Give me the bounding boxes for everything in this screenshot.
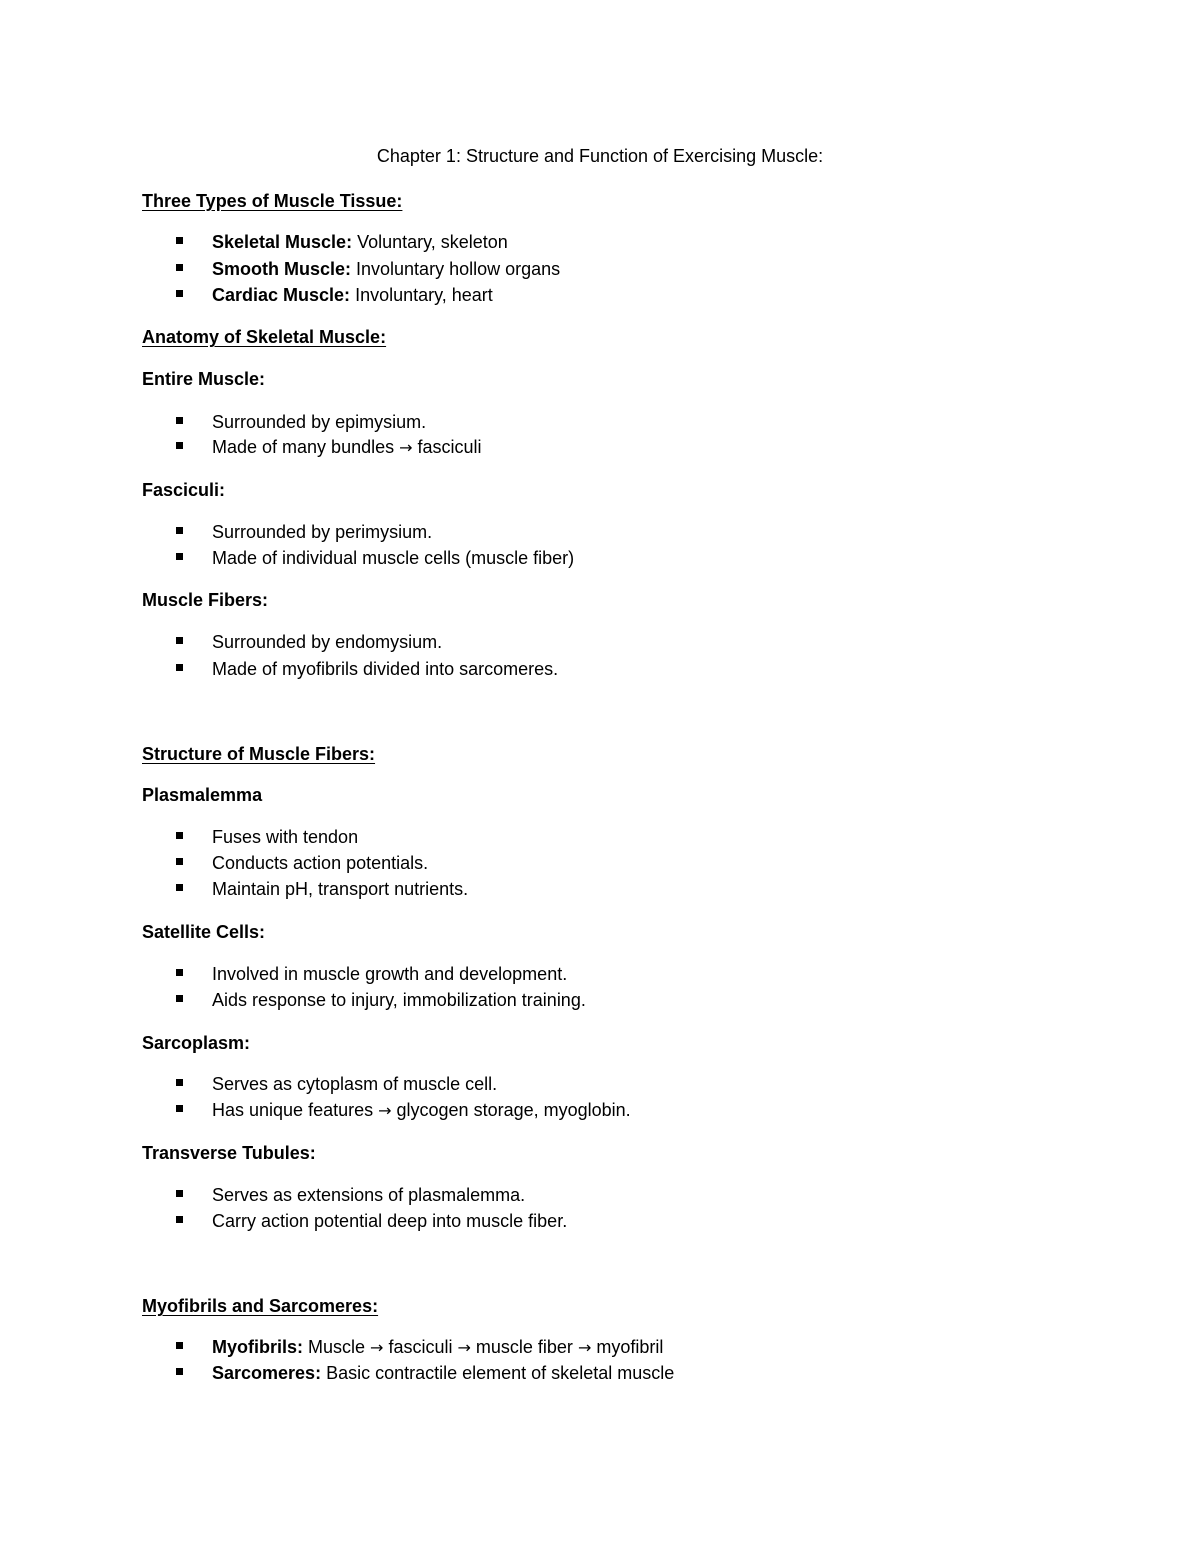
arrow-right-icon: → [378, 1101, 392, 1120]
subheading: Muscle Fibers: [142, 590, 269, 610]
bullet-icon [176, 991, 186, 1001]
list-item: Involved in muscle growth and development. [212, 964, 568, 984]
arrow-right-icon: → [577, 1338, 592, 1357]
bullet-icon [176, 260, 186, 270]
bullet-icon [176, 1101, 186, 1111]
arrow-right-icon: → [370, 1338, 384, 1357]
section-heading: Anatomy of Skeletal Muscle: [142, 327, 387, 347]
list-item: Conducts action potentials. [212, 853, 429, 873]
bullet-icon [176, 286, 186, 296]
subheading: Satellite Cells: [142, 922, 266, 942]
bullet-icon [176, 523, 186, 533]
list-item: Carry action potential deep into muscle fiber. [212, 1211, 568, 1231]
list-item: Surrounded by perimysium. [212, 522, 433, 542]
section-heading: Structure of Muscle Fibers: [142, 744, 376, 764]
list-item: Serves as cytoplasm of muscle cell. [212, 1074, 498, 1094]
bullet-icon [176, 1338, 186, 1348]
list-item: Sarcomeres: Basic contractile element of skeletal muscle [212, 1363, 675, 1383]
list-item: Aids response to injury, immobilization training. [212, 990, 586, 1010]
list-item: Made of individual muscle cells (muscle fiber) [212, 548, 575, 568]
section-heading: Three Types of Muscle Tissue: [142, 191, 403, 211]
bullet-icon [176, 1212, 186, 1222]
subheading: Fasciculi: [142, 480, 226, 500]
list-item: Maintain pH, transport nutrients. [212, 879, 469, 899]
list-item: Surrounded by endomysium. [212, 632, 443, 652]
subheading: Plasmalemma [142, 785, 263, 805]
list-item: Made of myofibrils divided into sarcomeres. [212, 659, 559, 679]
list-item: Surrounded by epimysium. [212, 412, 427, 432]
bullet-icon [176, 233, 186, 243]
list-item: Skeletal Muscle: Voluntary, skeleton [212, 232, 508, 252]
list-item: Myofibrils: Muscle → fasciculi → muscle fiber → myofibril [212, 1337, 664, 1357]
bullet-icon [176, 633, 186, 643]
list-item: Serves as extensions of plasmalemma. [212, 1185, 526, 1205]
list-item: Has unique features → glycogen storage, myoglobin. [212, 1100, 631, 1120]
list-item: Made of many bundles → fasciculi [212, 437, 482, 457]
bullet-icon [176, 854, 186, 864]
bullet-icon [176, 880, 186, 890]
bullet-icon [176, 438, 186, 448]
subheading: Entire Muscle: [142, 369, 266, 389]
bullet-icon [176, 413, 186, 423]
bullet-icon [176, 965, 186, 975]
bullet-icon [176, 549, 186, 559]
bullet-icon [176, 828, 186, 838]
list-item: Cardiac Muscle: Involuntary, heart [212, 285, 493, 305]
section-heading: Myofibrils and Sarcomeres: [142, 1296, 379, 1316]
arrow-right-icon: → [457, 1338, 471, 1357]
list-item: Fuses with tendon [212, 827, 359, 847]
bullet-icon [176, 1075, 186, 1085]
bullet-icon [176, 1186, 186, 1196]
arrow-right-icon: → [399, 438, 413, 457]
subheading: Sarcoplasm: [142, 1033, 251, 1053]
page-title: Chapter 1: Structure and Function of Exercising Muscle: [376, 146, 824, 166]
bullet-icon [176, 1364, 186, 1374]
subheading: Transverse Tubules: [142, 1143, 316, 1163]
list-item: Smooth Muscle: Involuntary hollow organs [212, 259, 561, 279]
bullet-icon [176, 660, 186, 670]
